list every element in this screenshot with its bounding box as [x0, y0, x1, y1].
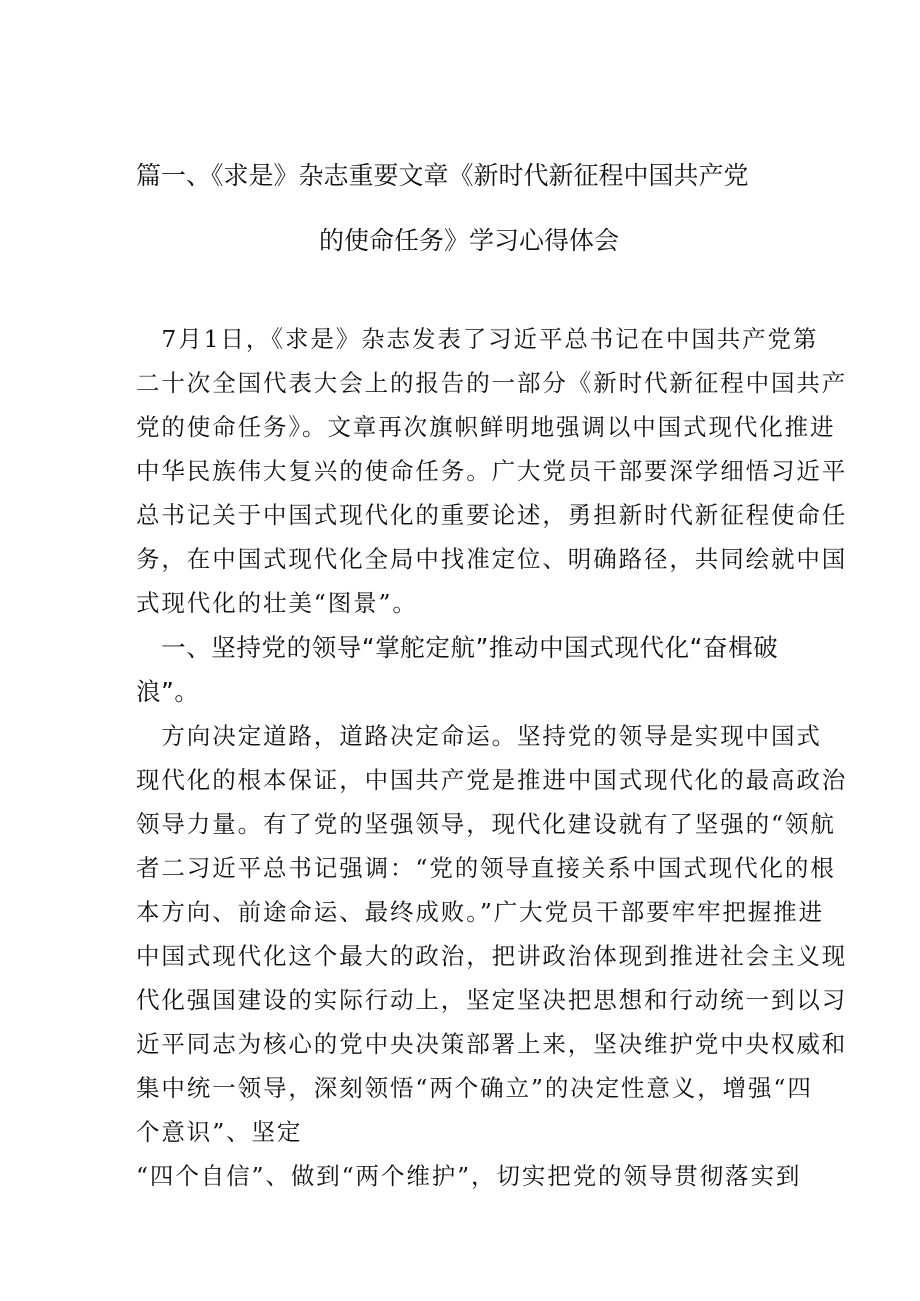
paragraph-1-line: 务，在中国式现代化全局中找准定位、明确路径，共同绘就中国: [136, 545, 848, 573]
paragraph-1-line: 7月1日，《求是》杂志发表了习近平总书记在中国共产党第: [136, 325, 819, 353]
paragraph-2-line: 个意识”、坚定: [136, 1118, 303, 1146]
paragraph-2-line: 方向决定道路，道路决定命运。坚持党的领导是实现中国式: [136, 722, 822, 750]
paragraph-2-line: “四个自信”、做到“两个维护”，切实把党的领导贯彻落实到: [136, 1162, 802, 1190]
document-title-line-1: 篇一、《求是》杂志重要文章《新时代新征程中国共产党: [136, 161, 749, 190]
section-heading-line: 一、坚持党的领导“掌舵定航”推动中国式现代化“奋楫破: [136, 633, 779, 662]
paragraph-2-line: 领导力量。有了党的坚强领导，现代化建设就有了坚强的“领航: [136, 810, 836, 838]
paragraph-1-line: 总书记关于中国式现代化的重要论述，勇担新时代新征程使命任: [136, 501, 848, 529]
paragraph-2-line: 集中统一领导，深刻领悟“两个确立”的决定性意义，增强“四: [136, 1074, 813, 1102]
paragraph-2-line: 中国式现代化这个最大的政治，把讲政治体现到推进社会主义现: [136, 942, 848, 970]
paragraph-2-line: 者二习近平总书记强调：“党的领导直接关系中国式现代化的根: [136, 854, 836, 882]
document-title-line-2: 的使命任务》学习心得体会: [319, 226, 620, 255]
paragraph-1-line: 二十次全国代表大会上的报告的一部分《新时代新征程中国共产: [136, 369, 848, 397]
paragraph-2-line: 代化强国建设的实际行动上，坚定坚决把思想和行动统一到以习: [136, 986, 848, 1014]
paragraph-2-line: 本方向、前途命运、最终成败。”广大党员干部要牢牢把握推进: [136, 898, 824, 926]
paragraph-1-line: 党的使命任务》。文章再次旗帜鲜明地强调以中国式现代化推进: [136, 413, 836, 441]
paragraph-2-line: 近平同志为核心的党中央决策部署上来，坚决维护党中央权威和: [136, 1030, 848, 1058]
paragraph-2-line: 现代化的根本保证，中国共产党是推进中国式现代化的最高政治: [136, 766, 848, 794]
section-heading-line: 浪”。: [136, 677, 200, 706]
paragraph-1-line: 中华民族伟大复兴的使命任务。广大党员干部要深学细悟习近平: [136, 457, 848, 485]
paragraph-1-line: 式现代化的壮美“图景”。: [136, 589, 418, 617]
